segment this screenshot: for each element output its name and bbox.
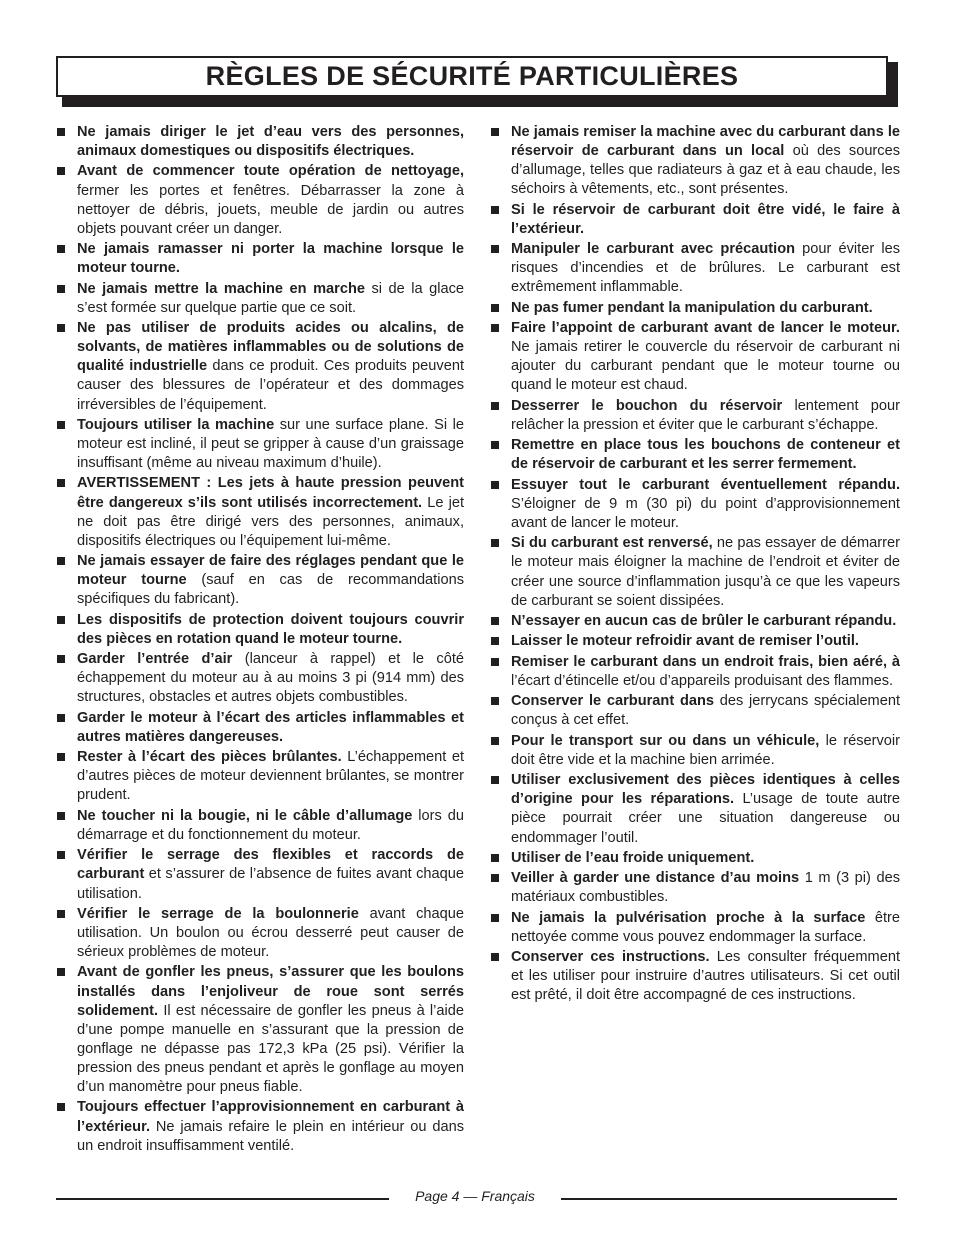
safety-rule-item <box>490 201 900 239</box>
rule-bold-text: Si du carburant est renversé, <box>511 535 713 552</box>
safety-rule-item <box>56 240 464 278</box>
square-bullet-icon <box>491 637 499 645</box>
safety-rule-item <box>56 905 464 962</box>
square-bullet-icon <box>491 854 499 862</box>
safety-rule-item <box>490 632 900 651</box>
square-bullet-icon <box>491 481 499 489</box>
rule-bold-text: Toujours effectuer l’approvisionnement en carburant à l’extérieur. <box>77 1099 464 1135</box>
square-bullet-icon <box>57 557 65 565</box>
rule-bold-text: Ne jamais ramasser ni porter la machine lorsque le moteur tourne. <box>77 241 464 277</box>
square-bullet-icon <box>491 776 499 784</box>
square-bullet-icon <box>491 658 499 666</box>
square-bullet-icon <box>491 914 499 922</box>
rule-text: et s’assurer de l’absence de fuites avant chaque utilisation. <box>77 866 464 902</box>
safety-rule-item <box>490 909 900 947</box>
rule-text: des jerrycans spécialement conçus à cet effet. <box>511 693 900 729</box>
square-bullet-icon <box>57 479 65 487</box>
safety-rule-item <box>490 771 900 847</box>
rule-bold-text: Rester à l’écart des pièces brûlantes. <box>77 749 342 766</box>
square-bullet-icon <box>57 421 65 429</box>
rule-bold-text: Remiser le carburant dans un endroit frais, bien aéré, à <box>511 653 900 670</box>
rule-bold-text: AVERTISSEMENT : Les jets à haute pression peuvent être dangereux s’ils sont utilisés incorrectement. <box>77 475 464 511</box>
rule-bold-text: Garder le moteur à l’écart des articles inflammables et autres matières dangereuses. <box>77 709 464 745</box>
safety-rule-item <box>490 436 900 474</box>
square-bullet-icon <box>57 812 65 820</box>
rule-text: être nettoyée comme vous pouvez endommager la surface. <box>511 909 900 945</box>
rule-text: Il est nécessaire de gonfler les pneus à l’aide d’une pompe manuelle en s’assurant que la pression de gonflage ne dépasse pas 172,3 kPa (25 psi). Vérifier la pression des pneus pendant et après le gonflage au moyen d’un manomètre pour pneus fiable. <box>77 1002 464 1096</box>
rule-bold-text: Vérifier le serrage des flexibles et raccords de carburant <box>77 847 464 883</box>
safety-rule-item <box>56 807 464 845</box>
safety-rule-item <box>56 1098 464 1155</box>
safety-rule-item <box>56 123 464 161</box>
rule-text: Ne jamais refaire le plein en intérieur ou dans un endroit insuffisamment ventilé. <box>77 1118 464 1154</box>
safety-rule-item <box>490 240 900 297</box>
rule-text: sur une surface plane. Si le moteur est incliné, il peut se gripper à cause d’un graissage insuffisant (même au niveau maximum d’huile). <box>77 416 464 472</box>
square-bullet-icon <box>57 245 65 253</box>
safety-rule-item <box>490 397 900 435</box>
title-box <box>56 56 888 97</box>
safety-rule-item <box>490 319 900 395</box>
safety-rule-item <box>490 849 900 868</box>
safety-rule-item <box>490 948 900 1005</box>
rule-text: Le jet ne doit pas être dirigé vers des personnes, animaux, dispositifs électriques ou l’équipement lui-même. <box>77 494 464 549</box>
rule-text: si de la glace s’est formée sur quelque partie que ce soit. <box>77 280 464 316</box>
safety-rule-item <box>490 476 900 533</box>
rule-bold-text: Avant de gonfler les pneus, s’assurer que les boulons installés dans l’enjoliveur de roue sont serrés solidement. <box>77 964 464 1019</box>
rule-bold-text: Essuyer tout le carburant éventuellement répandu. <box>511 476 900 493</box>
square-bullet-icon <box>57 167 65 175</box>
square-bullet-icon <box>491 617 499 625</box>
safety-rule-item <box>490 123 900 199</box>
safety-rule-item <box>56 319 464 414</box>
square-bullet-icon <box>491 128 499 136</box>
rule-bold-text: Faire l’appoint de carburant avant de lancer le moteur. <box>511 320 900 337</box>
square-bullet-icon <box>57 714 65 722</box>
safety-rule-item <box>490 299 900 318</box>
rule-bold-text: Ne toucher ni la bougie, ni le câble d’allumage <box>77 807 413 824</box>
square-bullet-icon <box>57 616 65 624</box>
rule-bold-text: Ne pas fumer pendant la manipulation du carburant. <box>511 299 873 316</box>
safety-rule-item <box>490 869 900 907</box>
square-bullet-icon <box>57 753 65 761</box>
safety-rule-item <box>490 692 900 730</box>
rule-bold-text: Utiliser exclusivement des pièces identiques à celles d’origine pour les réparations. <box>511 772 900 808</box>
rule-text: fermer les portes et fenêtres. Débarrasser la zone à nettoyer de débris, jouets, meuble de jardin ou autres objets pouvant créer un danger. <box>77 182 464 237</box>
footer-rule-left <box>56 1198 389 1200</box>
rule-bold-text: Ne jamais mettre la machine en marche <box>77 280 365 297</box>
rule-bold-text: Pour le transport sur ou dans un véhicule, <box>511 732 820 749</box>
square-bullet-icon <box>491 304 499 312</box>
rule-text: le réservoir doit être vide et la machine bien arrimée. <box>511 732 900 768</box>
safety-rule-item <box>56 552 464 609</box>
rule-text: (lanceur à rappel) et le côté échappement du moteur au à au moins 3 pi (914 mm) des structures, obstacles et autres objets combustibles. <box>77 651 464 706</box>
safety-rule-item <box>56 709 464 747</box>
rule-bold-text: Les dispositifs de protection doivent toujours couvrir des pièces en rotation quand le moteur tourne. <box>77 611 464 647</box>
safety-rule-item <box>56 650 464 707</box>
rule-bold-text: Ne pas utiliser de produits acides ou alcalins, de solvants, de matières inflammables ou de solutions de qualité industrielle <box>77 320 464 375</box>
rule-bold-text: Avant de commencer toute opération de nettoyage, <box>77 163 464 180</box>
rule-text: avant chaque utilisation. Un boulon ou écrou desserré peut causer de sérieux problèmes de moteur. <box>77 905 464 961</box>
rule-bold-text: N’essayer en aucun cas de brûler le carburant répandu. <box>511 613 897 630</box>
square-bullet-icon <box>491 206 499 214</box>
square-bullet-icon <box>491 953 499 961</box>
rule-text: Ne jamais retirer le couvercle du réservoir de carburant ni ajouter du carburant pendant que le moteur tourne ou quand le moteur est chaud. <box>511 339 900 394</box>
safety-rule-item <box>56 474 464 550</box>
rule-text: pour éviter les risques d’incendies et de brûlures. Le carburant est extrêmement inflammable. <box>511 241 901 296</box>
safety-rule-item <box>56 846 464 903</box>
safety-rule-item <box>490 534 900 610</box>
rule-bold-text: Ne jamais la pulvérisation proche à la surface <box>511 909 866 926</box>
rule-bold-text: Toujours utiliser la machine <box>77 416 275 433</box>
rule-text: Les consulter fréquemment et les utiliser pour instruire d’autres utilisateurs. Si cet outil est prêté, il doit être accompagné de ces instructions. <box>511 949 900 1004</box>
square-bullet-icon <box>491 245 499 253</box>
safety-rule-item <box>490 732 900 770</box>
square-bullet-icon <box>57 851 65 859</box>
rule-bold-text: Manipuler le carburant avec précaution <box>511 241 796 258</box>
rule-text: lors du démarrage et du fonctionnement du moteur. <box>77 807 464 843</box>
square-bullet-icon <box>57 910 65 918</box>
rule-bold-text: Garder l’entrée d’air <box>77 651 233 668</box>
safety-rule-item <box>56 416 464 473</box>
page-title: RÈGLES DE SÉCURITÉ PARTICULIÈRES <box>205 61 739 91</box>
square-bullet-icon <box>491 441 499 449</box>
rule-bold-text: Si le réservoir de carburant doit être vidé, le faire à l’extérieur. <box>511 201 900 237</box>
footer-rule-right <box>561 1198 897 1200</box>
rule-text: où des sources d’allumage, telles que radiateurs à gaz et à eau chaude, les séchoirs à vêtements, etc., sont présentes. <box>511 143 901 198</box>
square-bullet-icon <box>491 874 499 882</box>
rule-text: l’écart d’étincelle et/ou d’appareils produisant des flammes. <box>511 672 894 689</box>
square-bullet-icon <box>57 324 65 332</box>
square-bullet-icon <box>57 285 65 293</box>
square-bullet-icon <box>491 737 499 745</box>
rule-text: ne pas essayer de démarrer le moteur mais éloigner la machine de l’endroit et éviter de créer une source d’inflammation jusqu’à ce que les vapeurs de carburant se soient dissipées. <box>511 535 900 609</box>
rule-bold-text: Remettre en place tous les bouchons de conteneur et de réservoir de carburant et les serrer fermement. <box>511 437 900 473</box>
square-bullet-icon <box>57 968 65 976</box>
square-bullet-icon <box>57 655 65 663</box>
rule-bold-text: Ne jamais remiser la machine avec du carburant dans le réservoir de carburant dans un local <box>511 124 900 160</box>
rule-bold-text: Conserver le carburant dans <box>511 693 715 710</box>
rule-text: L’échappement et d’autres pièces de moteur deviennent brûlantes, se montrer prudent. <box>77 749 464 804</box>
rule-text: L’usage de toute autre pièce pourrait créer une situation dangereuse ou endommager l’outil. <box>511 791 900 846</box>
safety-rule-item <box>56 162 464 238</box>
rule-bold-text: Conserver ces instructions. <box>511 949 710 966</box>
rule-bold-text: Veiller à garder une distance d’au moins <box>511 870 800 887</box>
rule-bold-text: Laisser le moteur refroidir avant de remiser l’outil. <box>511 633 859 650</box>
right-column <box>490 123 900 1007</box>
safety-rule-item <box>490 612 900 631</box>
rule-bold-text: Ne jamais diriger le jet d’eau vers des personnes, animaux domestiques ou dispositifs électriques. <box>77 124 464 160</box>
page-footer: Page 4 — Français <box>415 1188 535 1204</box>
safety-rule-item <box>490 653 900 691</box>
safety-rule-item <box>56 280 464 318</box>
left-column <box>56 123 464 1157</box>
safety-rule-item <box>56 748 464 805</box>
square-bullet-icon <box>57 128 65 136</box>
safety-rule-item <box>56 611 464 649</box>
rule-text: S’éloigner de 9 m (30 pi) du point d’approvisionnement avant de lancer le moteur. <box>511 495 900 531</box>
rule-bold-text: Ne jamais essayer de faire des réglages pendant que le moteur tourne <box>77 553 464 589</box>
rule-text: (sauf en cas de recommandations spécifiques du fabricant). <box>77 572 465 608</box>
rule-text: 1 m (3 pi) des matériaux combustibles. <box>511 870 900 906</box>
square-bullet-icon <box>491 539 499 547</box>
safety-rule-item <box>56 963 464 1097</box>
rule-bold-text: Utiliser de l’eau froide uniquement. <box>511 849 755 866</box>
square-bullet-icon <box>491 324 499 332</box>
rule-text: lentement pour relâcher la pression et éviter que le carburant s’échappe. <box>511 397 900 433</box>
square-bullet-icon <box>491 697 499 705</box>
rule-bold-text: Vérifier le serrage de la boulonnerie <box>77 905 359 922</box>
rule-text: dans ce produit. Ces produits peuvent causer des blessures de l’opérateur et des dommages irréversibles de l’équipement. <box>77 358 464 413</box>
square-bullet-icon <box>491 402 499 410</box>
rule-bold-text: Desserrer le bouchon du réservoir <box>511 397 783 414</box>
square-bullet-icon <box>57 1103 65 1111</box>
